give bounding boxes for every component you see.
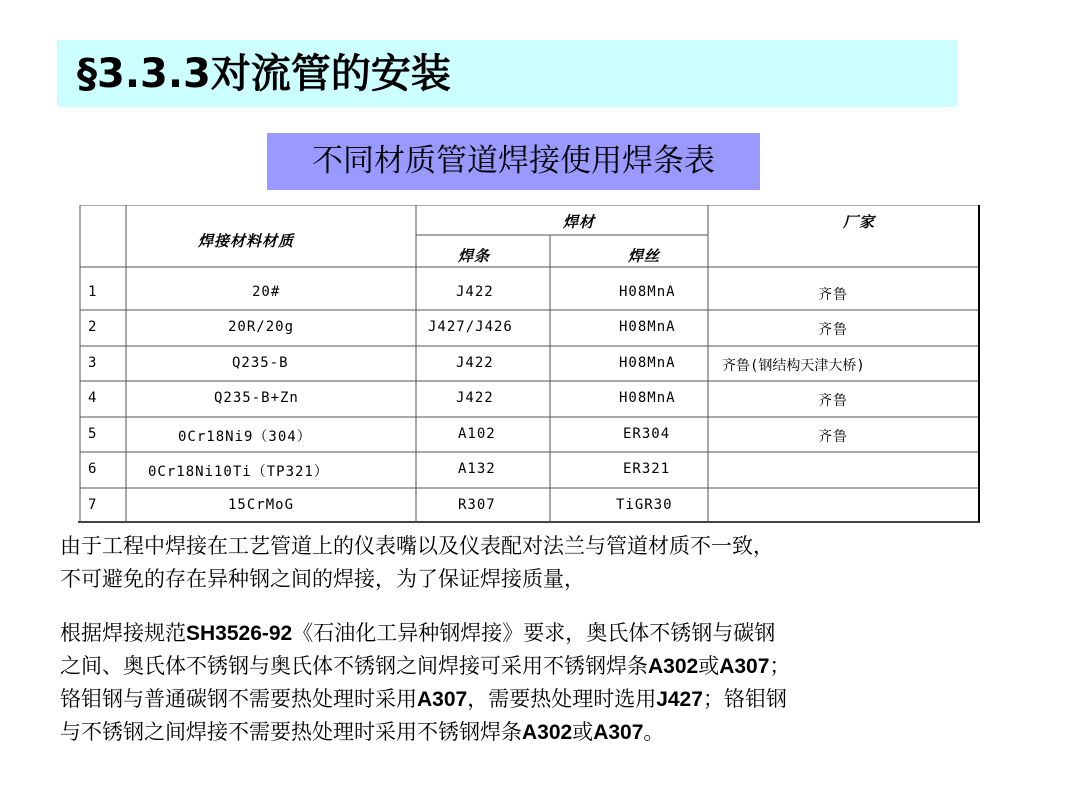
paragraph-intro-line2: 不可避免的存在异种钢之间的焊接，为了保证焊接质量， bbox=[60, 567, 585, 591]
spec-text: 《石油化工异种钢焊接》要求，奥氏体不锈钢与碳钢 bbox=[292, 621, 776, 645]
row-1-wire: H08MnA bbox=[619, 284, 676, 300]
paragraph-spec-line3 bbox=[60, 683, 1010, 716]
spec-text: 与不锈钢之间焊接不需要热处理时采用不锈钢焊条 bbox=[60, 720, 522, 744]
electrode-code: A307 bbox=[719, 655, 770, 678]
row-6-no: 6 bbox=[88, 461, 98, 477]
row-5-material: 0Cr18Ni9（304） bbox=[178, 429, 312, 445]
row-4-electrode: J422 bbox=[456, 390, 494, 406]
row-4-maker: 齐鲁 bbox=[818, 393, 848, 409]
row-2-electrode: J427/J426 bbox=[428, 319, 513, 335]
paragraph-intro bbox=[60, 530, 1010, 596]
row-3-material: Q235-B bbox=[232, 355, 289, 371]
row-6-electrode: A132 bbox=[458, 461, 496, 477]
row-1-maker: 齐鲁 bbox=[818, 287, 848, 303]
header-wire: 焊丝 bbox=[628, 247, 661, 265]
row-5-no: 5 bbox=[88, 426, 98, 442]
spec-text: ；铬钼钢 bbox=[702, 687, 787, 711]
title-bar bbox=[57, 40, 957, 107]
spec-text: 或 bbox=[698, 654, 720, 678]
row-2-maker: 齐鲁 bbox=[818, 322, 848, 338]
paragraph-intro-line1: 由于工程中焊接在工艺管道上的仪表嘴以及仪表配对法兰与管道材质不一致， bbox=[60, 534, 774, 558]
row-5-electrode: A102 bbox=[458, 426, 496, 442]
row-7-material: 15CrMoG bbox=[228, 497, 295, 513]
row-3-no: 3 bbox=[88, 355, 98, 371]
row-4-wire: H08MnA bbox=[619, 390, 676, 406]
spec-text: ，需要热处理时选用 bbox=[467, 687, 657, 711]
spec-text: ； bbox=[769, 654, 791, 678]
header-electrode: 焊条 bbox=[458, 247, 491, 265]
row-4-material: Q235-B+Zn bbox=[214, 390, 299, 406]
row-1-no: 1 bbox=[88, 284, 98, 300]
paragraph-spec-line4 bbox=[60, 716, 1010, 749]
electrode-code: J427 bbox=[656, 688, 703, 711]
row-1-material: 20# bbox=[252, 284, 281, 300]
header-filler: 焊材 bbox=[563, 213, 596, 231]
paragraph-spec bbox=[60, 617, 1010, 749]
paragraph-spec-line2 bbox=[60, 650, 1010, 683]
table-caption: 不同材质管道焊接使用焊条表 bbox=[267, 133, 760, 190]
row-7-electrode: R307 bbox=[458, 497, 496, 513]
row-3-maker: 齐鲁(钢结构天津大桥) bbox=[722, 358, 865, 374]
paragraph-spec-line1 bbox=[60, 617, 1010, 650]
electrode-code: A307 bbox=[593, 721, 644, 744]
row-6-wire: ER321 bbox=[623, 461, 671, 477]
row-1-electrode: J422 bbox=[456, 284, 494, 300]
spec-text: 。 bbox=[643, 720, 665, 744]
spec-text: 铬钼钢与普通碳钢不需要热处理时采用 bbox=[60, 687, 417, 711]
header-maker: 厂家 bbox=[843, 213, 876, 231]
spec-code: SH3526-92 bbox=[186, 622, 293, 645]
row-5-wire: ER304 bbox=[623, 426, 671, 442]
electrode-code: A302 bbox=[522, 721, 573, 744]
row-2-wire: H08MnA bbox=[619, 319, 676, 335]
page-title: §3.3.3对流管的安装 bbox=[77, 51, 451, 97]
row-3-wire: H08MnA bbox=[619, 355, 676, 371]
header-material: 焊接材料材质 bbox=[198, 232, 295, 250]
spec-text: 根据焊接规范 bbox=[60, 621, 186, 645]
spec-text: 之间、奥氏体不锈钢与奥氏体不锈钢之间焊接可采用不锈钢焊条 bbox=[60, 654, 648, 678]
row-7-wire: TiGR30 bbox=[616, 497, 673, 513]
row-2-no: 2 bbox=[88, 319, 98, 335]
row-3-electrode: J422 bbox=[456, 355, 494, 371]
electrode-code: A307 bbox=[417, 688, 468, 711]
row-4-no: 4 bbox=[88, 390, 98, 406]
welding-table bbox=[78, 205, 980, 523]
row-7-no: 7 bbox=[88, 497, 98, 513]
row-5-maker: 齐鲁 bbox=[818, 429, 848, 445]
spec-text: 或 bbox=[572, 720, 594, 744]
row-6-material: 0Cr18Ni10Ti（TP321） bbox=[148, 464, 329, 480]
row-2-material: 20R/20g bbox=[228, 319, 295, 335]
electrode-code: A302 bbox=[648, 655, 699, 678]
